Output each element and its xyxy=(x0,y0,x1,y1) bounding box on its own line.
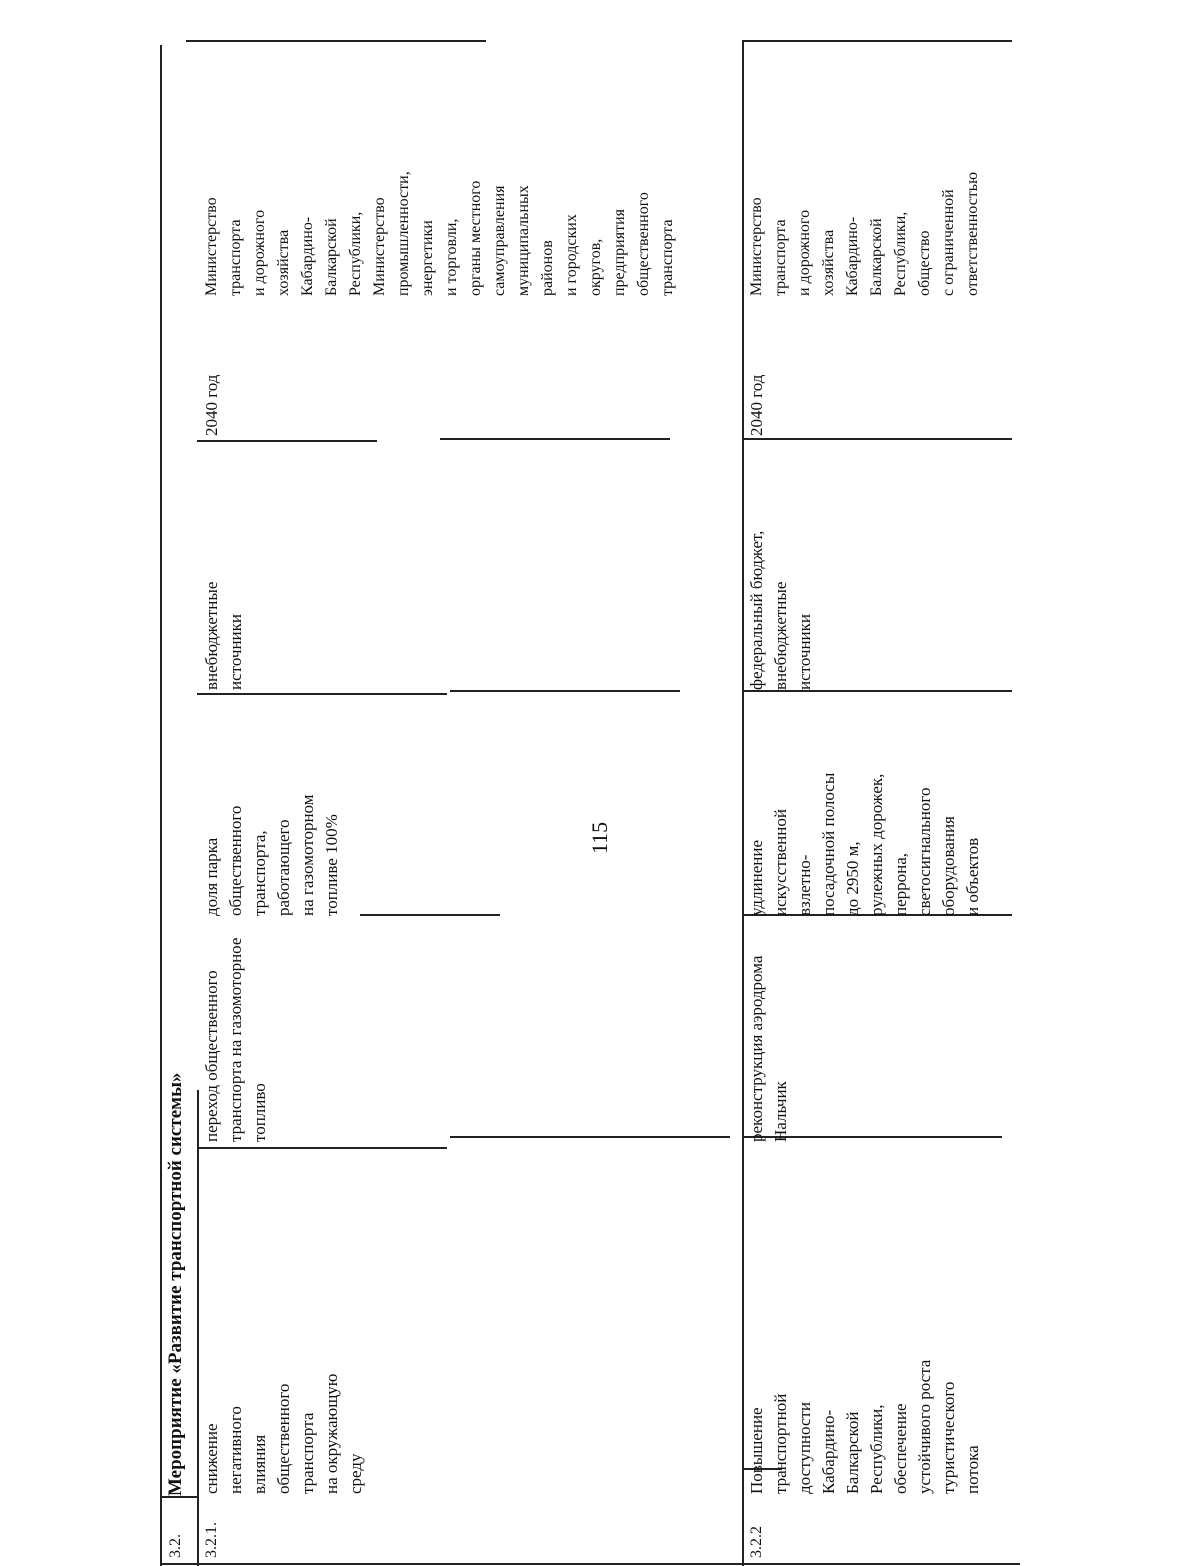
term-cell: 2040 год xyxy=(747,374,766,436)
rotated-table xyxy=(160,0,1040,1566)
page-number: 115 xyxy=(587,821,612,854)
activity-cell: переход общественного транспорта на газомоторное топливо xyxy=(202,937,269,1142)
source-cell: внебюджетные источники xyxy=(202,581,245,690)
row-number: 3.2.1. xyxy=(203,1522,220,1558)
indicator-cell: доля парка общественного транспорта, работающего на газомоторном топливе 100% xyxy=(202,794,341,916)
task-cell: снижение негативного влияния общественного транспорта на окружающую среду xyxy=(202,1373,365,1494)
indicator-cell: удлинение искусственной взлетно- посадочной полосы до 2950 м, рулежных дорожек, перрона, светосигнального оборудования и объектов xyxy=(747,772,982,916)
section-title: Мероприятие «Развитие транспортной системы» xyxy=(165,1072,186,1496)
task-cell: Повышение транспортной доступности Кабардино- Балкарской Республики, обеспечение устойчивого роста туристического потока xyxy=(747,1359,982,1494)
executors-cell: Министерство транспорта и дорожного хозяйства Кабардино- Балкарской Республики, Министерство промышленности, энергетики и торговли, органы местного самоуправления муниципальных районов и городских округов, предприятия общественного транспорта xyxy=(203,171,676,296)
activity-cell: реконструкция аэродрома Нальчик xyxy=(747,955,790,1142)
executors-cell: Министерство транспорта и дорожного хозяйства Кабардино- Балкарской Республики, общество с ограниченной ответственностью xyxy=(748,171,981,296)
section-number: 3.2. xyxy=(167,1534,184,1558)
row-number: 3.2.2 xyxy=(748,1526,765,1558)
term-cell: 2040 год xyxy=(202,374,221,436)
source-cell: федеральный бюджет, внебюджетные источники xyxy=(747,530,814,690)
